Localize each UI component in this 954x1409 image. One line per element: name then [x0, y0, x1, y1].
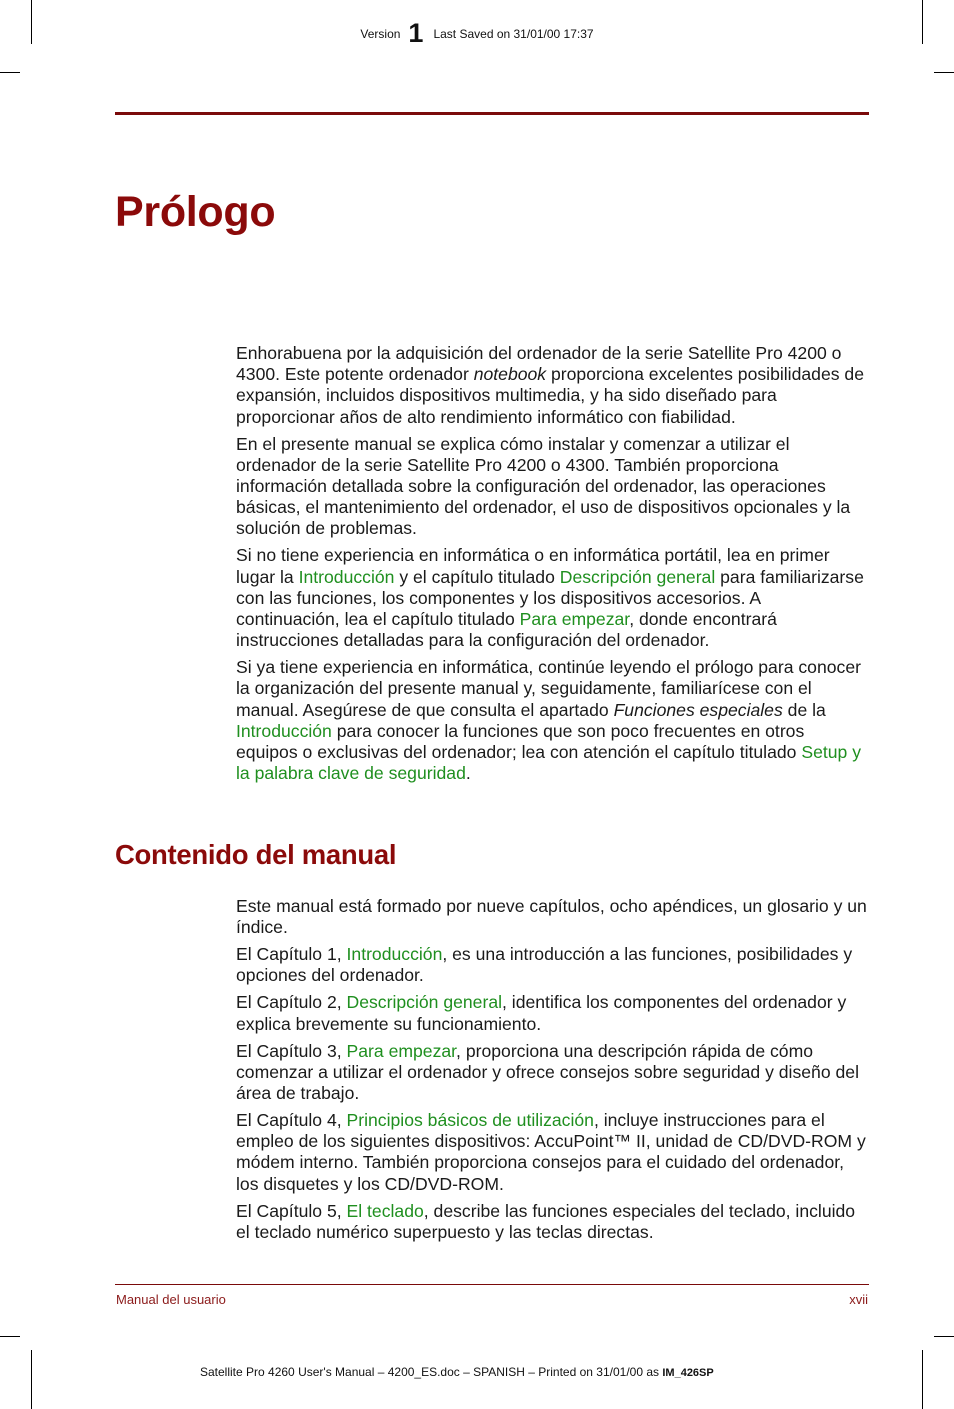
- chapter-3-summary: El Capítulo 3, Para empezar, proporciona una descripción rápida de cómo comenzar a utilizar el ordenador y ofrece consejos sobre seguridad y diseño del área de trabajo.: [236, 1040, 859, 1104]
- link-chapter-1[interactable]: Introducción: [346, 944, 443, 965]
- crop-mark: [0, 1336, 20, 1337]
- header-rule: [115, 112, 869, 115]
- section-title: Contenido del manual: [115, 839, 397, 870]
- link-descripcion-general[interactable]: Descripción general: [559, 566, 716, 587]
- version-label: Version: [360, 27, 401, 41]
- chapter-2-summary: El Capítulo 2, Descripción general, identifica los componentes del ordenador y explica brevemente su funcionamiento.: [236, 992, 847, 1034]
- link-setup-palabra-clave[interactable]: Setup y la palabra clave de seguridad: [236, 742, 861, 784]
- crop-mark: [934, 1336, 954, 1337]
- crop-mark: [934, 72, 954, 73]
- link-chapter-4[interactable]: Principios básicos de utilización: [346, 1110, 594, 1131]
- intro-paragraph-1: Enhorabuena por la adquisición del ordenador de la serie Satellite Pro 4200 o 4300. Este potente ordenador notebook proporciona excelentes posibilidades de expansión, incluidos dispositivos multimedia, y ha sido diseñado para proporcionar años de alto rendimiento informático con fiabilidad.: [236, 343, 864, 427]
- intro-paragraph-3: Si no tiene experiencia en informática o en informática portátil, lea en primer lugar la Introducción y el capítulo titulado Descripción general para familiarizarse con las funciones, los componentes y los dispositivos accesorios. A continuación, lea el capítulo titulado Para empezar, donde encontrará instrucciones detalladas para la configuración del ordenador.: [236, 545, 864, 651]
- page-number: xvii: [849, 1292, 868, 1307]
- version-header: [0, 18, 954, 49]
- print-code: IM_426SP: [662, 1367, 714, 1379]
- link-chapter-5[interactable]: El teclado: [346, 1200, 424, 1221]
- link-introduccion[interactable]: Introducción: [298, 566, 395, 587]
- intro-paragraph-2: En el presente manual se explica cómo instalar y comenzar a utilizar el ordenador de la serie Satellite Pro 4200 o 4300. También proporciona información detallada sobre la configuración del ordenador, las operaciones básicas, el mantenimiento del ordenador, el uso de dispositivos opcionales y la solución de problemas.: [236, 433, 851, 539]
- emphasis-funciones-especiales: Funciones especiales: [613, 699, 783, 720]
- link-introduccion[interactable]: Introducción: [236, 720, 332, 741]
- version-number: 1: [408, 18, 424, 48]
- chapter-1-summary: El Capítulo 1, Introducción, es una introducción a las funciones, posibilidades y opciones del ordenador.: [236, 944, 853, 986]
- crop-mark: [922, 1350, 923, 1409]
- chapter-title: Prólogo: [115, 188, 276, 236]
- link-chapter-3[interactable]: Para empezar: [346, 1040, 457, 1061]
- crop-mark: [31, 1350, 32, 1409]
- intro-paragraph-4: Si ya tiene experiencia en informática, continúe leyendo el prólogo para conocer la organización del presente manual y, seguidamente, familiarícese con el manual. Asegúrese de que consulta el apartado Funciones especiales de la Introducción para conocer la funciones que son poco frecuentes en otros equipos o exclusivas del ordenador; lea con atención el capítulo titulado Setup y la palabra clave de seguridad.: [236, 657, 861, 784]
- intro-body: [236, 343, 868, 790]
- contents-intro: Este manual está formado por nueve capítulos, ocho apéndices, un glosario y un índice.: [236, 896, 867, 938]
- crop-mark: [0, 72, 20, 73]
- footer-manual-title: Manual del usuario: [116, 1292, 226, 1307]
- contents-body: [236, 896, 868, 1249]
- footer-rule: [115, 1284, 869, 1285]
- link-chapter-2[interactable]: Descripción general: [346, 992, 503, 1013]
- last-saved: Last Saved on 31/01/00 17:37: [433, 27, 594, 41]
- link-para-empezar[interactable]: Para empezar: [519, 609, 630, 630]
- chapter-5-summary: El Capítulo 5, El teclado, describe las funciones especiales del teclado, incluido el teclado numérico superpuesto y las teclas directas.: [236, 1200, 856, 1242]
- print-info: Satellite Pro 4260 User's Manual – 4200_ES.doc – SPANISH – Printed on 31/01/00 as IM_426SP: [200, 1365, 714, 1379]
- emphasis-notebook: notebook: [473, 364, 547, 385]
- chapter-4-summary: El Capítulo 4, Principios básicos de utilización, incluye instrucciones para el empleo de los siguientes dispositivos: AccuPoint™ II, unidad de CD/DVD-ROM y módem interno. También proporciona consejos para el cuidado del ordenador, los disquetes y los CD/DVD-ROM.: [236, 1110, 866, 1194]
